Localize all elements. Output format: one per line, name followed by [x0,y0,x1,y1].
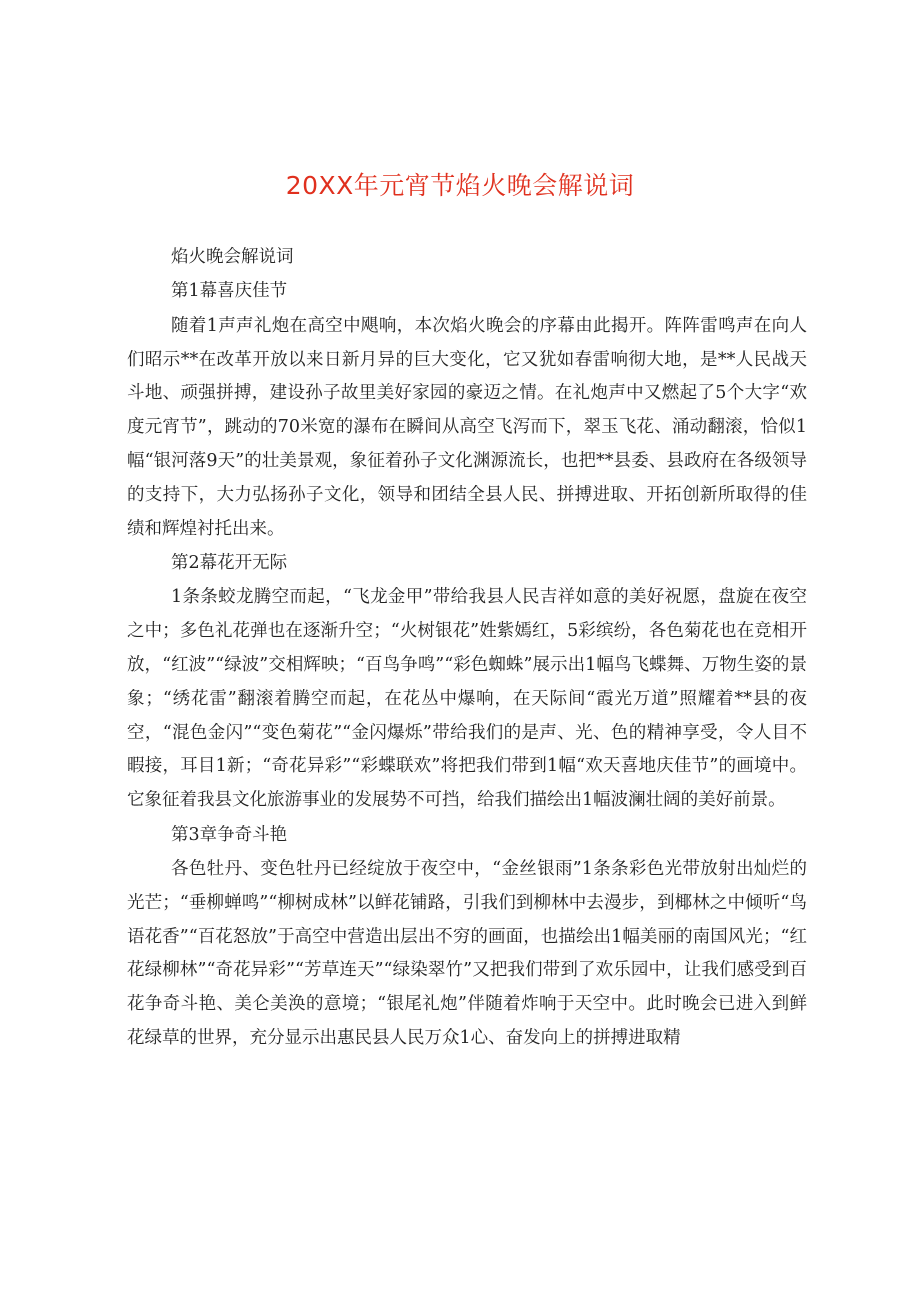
section-paragraph-1: 随着1声声礼炮在高空中飓响，本次焰火晚会的序幕由此揭开。阵阵雷鸣声在向人们昭示**在改革开放以来日新月异的巨大变化，它又犹如春雷响彻大地，是**人民战天斗地、顽强拼搏，建设孙子故里美好家园的豪迈之情。在礼炮声中又燃起了5个大字“欢度元宵节”，跳动的70米宽的瀑布在瞬间从高空飞泻而下，翠玉飞花、涌动翻滚，恰似1幅“银河落9天”的壮美景观，象征着孙子文化渊源流长，也把**县委、县政府在各级领导的支持下，大力弘扬孙子文化，领导和团结全县人民、拼搏进取、开拓创新所取得的佳绩和辉煌衬托出来。 [127,315,807,539]
document-body [127,241,807,1056]
section-heading-3: 第3章争奇斗艳 [171,824,288,845]
document-subtitle: 焰火晚会解说词 [171,247,294,267]
section-heading-1: 第1幕喜庆佳节 [171,281,288,302]
document-title: 20XX年元宵节焰火晚会解说词 [285,171,635,200]
section-paragraph-2: 1条条蛟龙腾空而起，“飞龙金甲”带给我县人民吉祥如意的美好祝愿，盘旋在夜空之中；多色礼花弹也在逐渐升空；“火树银花”姓紫嫣红，5彩缤纷，各色菊花也在竞相开放，“红波”“绿波”交相辉映；“百鸟争鸣”“彩色蜘蛛”展示出1幅鸟飞蝶舞、万物生姿的景象；“绣花雷”翻滚着腾空而起，在花丛中爆响，在天际间“霞光万道”照耀着**县的夜空，“混色金闪”“变色菊花”“金闪爆烁”带给我们的是声、光、色的精神享受，令人目不暇接，耳目1新；“奇花异彩”“彩蝶联欢”将把我们带到1幅“欢天喜地庆佳节”的画境中。它象征着我县文化旅游事业的发展势不可挡，给我们描绘出1幅波澜壮阔的美好前景。 [127,587,807,811]
section-heading-2: 第2幕花开无际 [171,552,288,573]
section-paragraph-3: 各色牡丹、变色牡丹已经绽放于夜空中，“金丝银雨”1条条彩色光带放射出灿烂的光芒；“垂柳蝉鸣”“柳树成林”以鲜花铺路，引我们到柳林中去漫步，到椰林之中倾听“鸟语花香”“百花怒放”于高空中营造出层出不穷的画面，也描绘出1幅美丽的南国风光；“红花绿柳林”“奇花异彩”“芳草连天”“绿染翠竹”又把我们带到了欢乐园中，让我们感受到百花争奇斗艳、美仑美涣的意境；“银尾礼炮”伴随着炸响于天空中。此时晚会已进入到鲜花绿草的世界，充分显示出惠民县人民万众1心、奋发向上的拼搏进取精 [127,858,807,1048]
